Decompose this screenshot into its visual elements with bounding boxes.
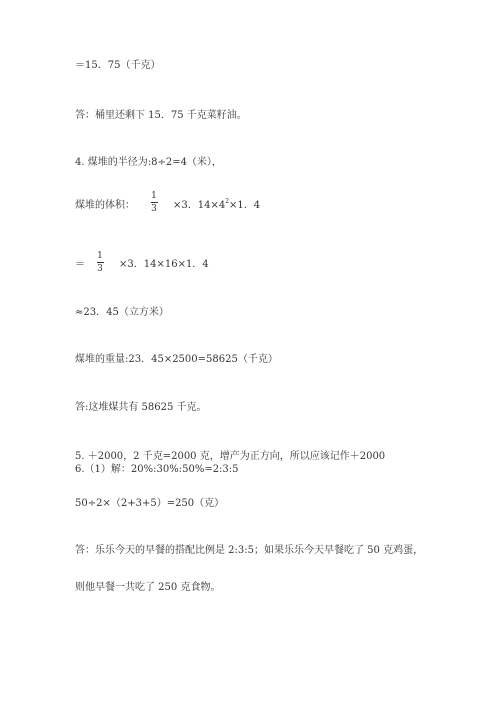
coal-weight-line: 煤堆的重量:23．45×2500=58625（千克）	[75, 354, 278, 365]
volume-fraction-bar	[151, 202, 158, 203]
step-fraction-bar	[97, 262, 104, 263]
volume-fraction-denominator: 3	[151, 203, 157, 214]
answer-line-oil: 答：桶里还剩下 15．75 千克菜籽油。	[75, 110, 247, 121]
step-fraction-denominator: 3	[97, 263, 103, 274]
volume-exponent: 2	[225, 198, 230, 205]
question-5-line: 5. ＋2000，2 千克=2000 克，增产为正方向，所以应该记作＋2000	[75, 451, 386, 462]
coal-volume-line	[75, 200, 135, 212]
volume-result-line: ≈23．45（立方米）	[75, 307, 169, 318]
question-4-radius-line: 4. 煤堆的半径为:8÷2=4（米），	[75, 157, 222, 168]
volume-fraction	[149, 191, 159, 214]
volume-step-expression: ×3．14×16×1．4	[119, 259, 209, 270]
coal-volume-label: 煤堆的体积：	[75, 200, 135, 211]
volume-step-fraction	[95, 251, 105, 274]
question-6-ratio-line: 6.（1）解：20%:30%:50%=2:3:5	[75, 464, 239, 475]
volume-expression-suffix: ×1．4	[229, 200, 261, 211]
coal-volume-expression	[173, 200, 260, 212]
volume-expression-mid: ×3．14×4	[173, 200, 226, 211]
answer-line-coal: 答:这堆煤共有 58625 千克。	[75, 402, 207, 413]
question-6-calc-line: 50÷2×（2+3+5）=250（克）	[75, 498, 225, 509]
volume-fraction-numerator: 1	[151, 191, 157, 201]
step-fraction-numerator: 1	[97, 251, 103, 261]
answer-line-breakfast-1: 答：乐乐今天的早餐的搭配比例是 2:3:5；如果乐乐今天早餐吃了 50 克鸡蛋，	[75, 545, 424, 556]
volume-step-equals: ＝	[75, 259, 85, 270]
solution-line-1: ＝15．75（千克）	[75, 60, 161, 71]
answer-line-breakfast-2: 则他早餐一共吃了 250 克食物。	[75, 582, 221, 593]
